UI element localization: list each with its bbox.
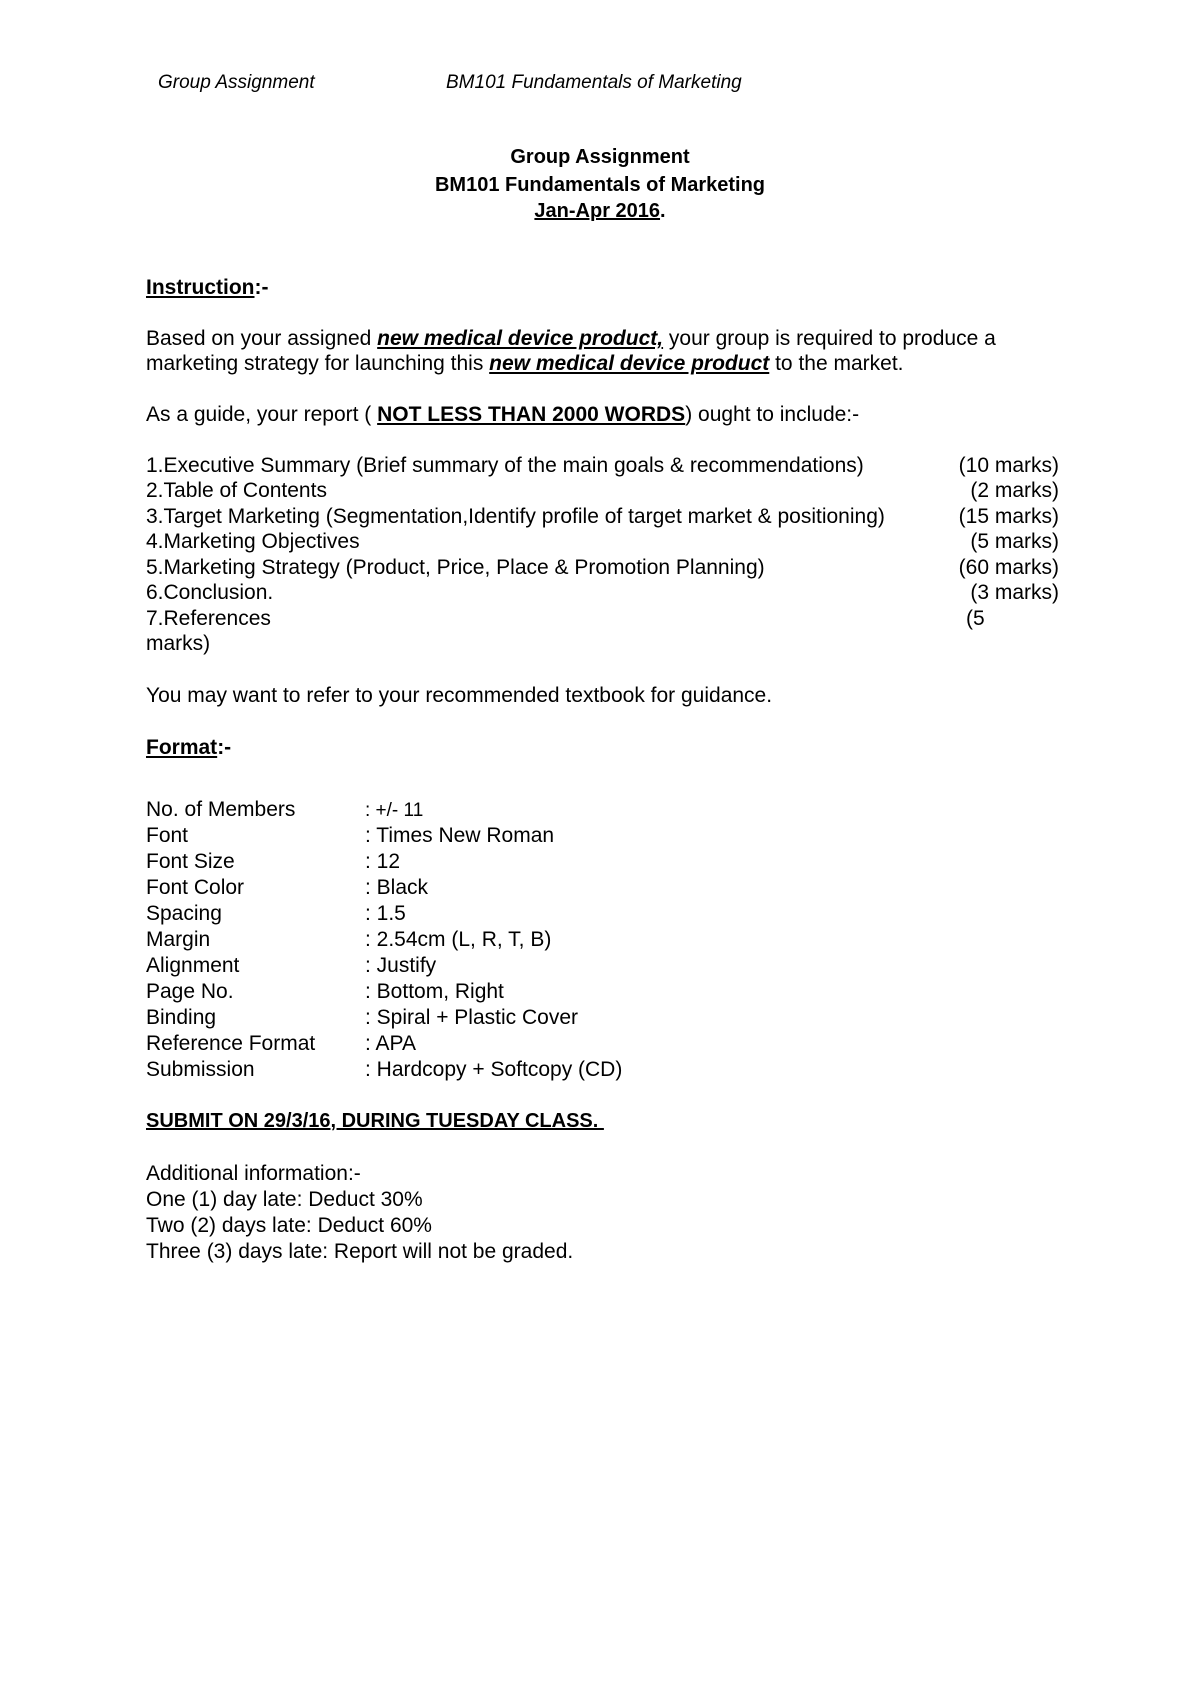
section-item-label: 4.Marketing Objectives <box>146 530 360 553</box>
section-item-marks: (15 marks) <box>958 505 1059 528</box>
instruction-paragraph-line1 <box>146 327 996 351</box>
instruction-text: your group is required to produce a <box>663 327 996 350</box>
product-emphasis: new medical device product, <box>377 327 664 350</box>
format-label: No. of Members <box>146 798 296 821</box>
instruction-heading <box>146 276 269 300</box>
format-value: : Times New Roman <box>365 824 555 847</box>
format-label: Page No. <box>146 980 234 1003</box>
format-label: Binding <box>146 1006 217 1029</box>
format-label: Font <box>146 824 189 847</box>
format-value: : Justify <box>365 954 437 977</box>
section-item-marks: (5 marks) <box>970 530 1059 553</box>
format-value: : Spiral + Plastic Cover <box>365 1006 578 1029</box>
instruction-text: to the market. <box>769 352 904 375</box>
format-value: : Bottom, Right <box>365 980 504 1003</box>
instruction-heading-suffix: :- <box>254 276 269 299</box>
section-item-marks: (5 <box>966 607 985 630</box>
term-title-period: . <box>660 200 666 222</box>
format-label: Margin <box>146 928 211 951</box>
submission-deadline: SUBMIT ON 29/3/16, DURING TUESDAY CLASS. <box>146 1110 604 1132</box>
guidance-note: You may want to refer to your recommended textbook for guidance. <box>146 684 773 707</box>
format-value: : 12 <box>365 850 401 873</box>
format-label: Font Color <box>146 876 245 899</box>
late-penalty-item: One (1) day late: Deduct 30% <box>146 1188 423 1211</box>
running-header-right: BM101 Fundamentals of Marketing <box>446 72 742 93</box>
format-label: Font Size <box>146 850 235 873</box>
word-count-requirement: NOT LESS THAN 2000 WORDS <box>377 403 686 426</box>
section-item-label: 6.Conclusion. <box>146 581 274 604</box>
term-title <box>0 200 1200 223</box>
section-item-marks: (10 marks) <box>958 454 1059 477</box>
section-item-label: 1.Executive Summary (Brief summary of the main goals & recommendations) <box>146 454 864 477</box>
format-heading-suffix: :- <box>217 736 232 759</box>
late-penalty-item: Three (3) days late: Report will not be graded. <box>146 1240 574 1263</box>
format-value: : Hardcopy + Softcopy (CD) <box>365 1058 623 1081</box>
format-label: Alignment <box>146 954 240 977</box>
instruction-text: marketing strategy for launching this <box>146 352 490 375</box>
format-value: : APA <box>365 1032 416 1055</box>
guide-sentence <box>146 403 859 427</box>
instruction-paragraph-line2 <box>146 352 904 376</box>
section-item-label: 3.Target Marketing (Segmentation,Identify profile of target market & positioning) <box>146 505 885 528</box>
format-label: Submission <box>146 1058 255 1081</box>
format-value: : 1.5 <box>365 902 406 925</box>
section-item-label: 7.References <box>146 607 271 630</box>
product-emphasis: new medical device product <box>489 352 770 375</box>
instruction-heading-text: Instruction <box>146 276 255 299</box>
section-item-label: 2.Table of Contents <box>146 479 327 502</box>
section-item-marks: (60 marks) <box>958 556 1059 579</box>
section-item-marks: (2 marks) <box>970 479 1059 502</box>
format-label: Reference Format <box>146 1032 316 1055</box>
late-penalty-item: Two (2) days late: Deduct 60% <box>146 1214 432 1237</box>
format-label: Spacing <box>146 902 222 925</box>
additional-info-heading: Additional information:- <box>146 1162 361 1185</box>
running-header-left: Group Assignment <box>158 72 315 93</box>
term-title-date: Jan-Apr 2016 <box>534 200 661 222</box>
format-value: : +/- 11 <box>365 800 424 821</box>
format-value: : 2.54cm (L, R, T, B) <box>365 928 552 951</box>
instruction-text: Based on your assigned <box>146 327 378 350</box>
section-item-marks-wrap: marks) <box>146 632 211 655</box>
format-heading-text: Format <box>146 736 218 759</box>
section-item-marks: (3 marks) <box>970 581 1059 604</box>
document-title: Group Assignment <box>510 146 690 168</box>
format-value: : Black <box>365 876 429 899</box>
section-item-label: 5.Marketing Strategy (Product, Price, Place & Promotion Planning) <box>146 556 765 579</box>
format-heading <box>146 736 231 760</box>
course-title: BM101 Fundamentals of Marketing <box>434 174 766 196</box>
guide-text: As a guide, your report ( <box>146 403 378 426</box>
guide-text: ) ought to include:- <box>685 403 860 426</box>
